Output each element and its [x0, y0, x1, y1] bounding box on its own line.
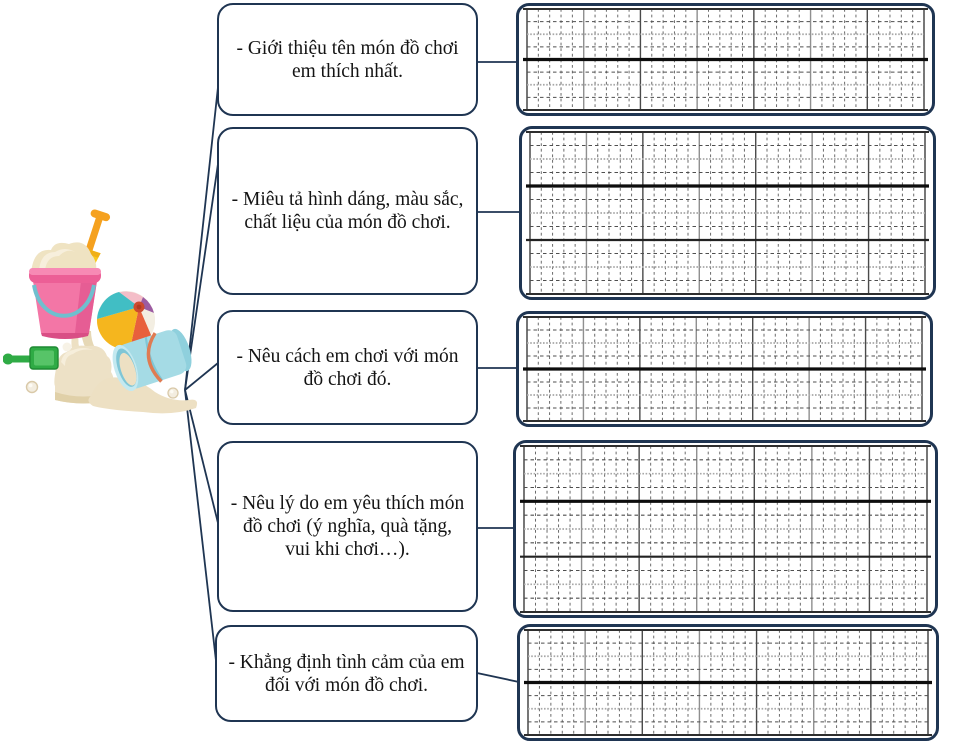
- outline-box-intro: [217, 3, 478, 116]
- outline-box-reasons-label: - Nêu lý do em yêu thích món đồ chơi (ý nghĩa, quà tặng, vui khi chơi…).: [230, 493, 465, 560]
- beach-toys-illustration: [3, 186, 213, 421]
- outline-box-intro-label: - Giới thiệu tên món đồ chơi em thích nhất.: [236, 37, 459, 82]
- outline-box-appearance-label: - Miêu tả hình dáng, màu sắc, chất liệu của món đồ chơi.: [231, 189, 464, 233]
- writing-area-5[interactable]: [517, 624, 939, 741]
- outline-box-how-to-play-label: - Nêu cách em chơi với món đồ chơi đó.: [236, 345, 459, 390]
- green-shovel: [3, 347, 58, 369]
- writing-area-4[interactable]: [513, 440, 938, 618]
- writing-area-1[interactable]: [516, 3, 935, 116]
- pink-bucket: [29, 268, 101, 339]
- outline-box-conclusion: [215, 625, 478, 722]
- writing-area-2[interactable]: [519, 126, 936, 300]
- outline-box-reasons: [217, 441, 478, 612]
- outline-box-conclusion-label: - Khẳng định tình cảm của em đối với món đồ chơi.: [228, 651, 465, 696]
- writing-area-3[interactable]: [516, 311, 933, 427]
- outline-box-how-to-play: [217, 310, 478, 425]
- outline-box-appearance: [217, 127, 478, 295]
